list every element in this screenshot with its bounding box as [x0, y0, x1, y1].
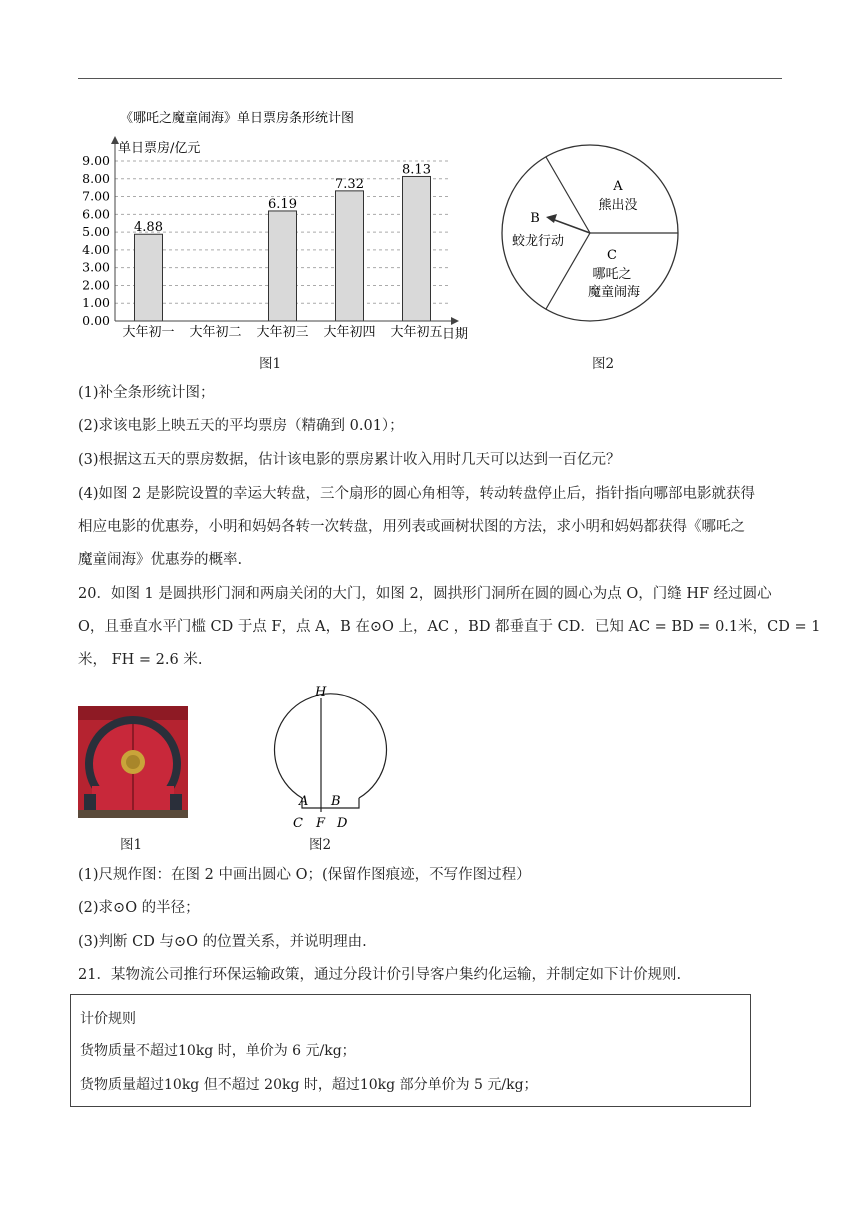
q19-part2: (2)求该电影上映五天的平均票房（精确到 0.01）； — [78, 418, 404, 434]
q20-fig2-caption: 图2 — [309, 837, 332, 853]
pricing-rule-1: 货物质量不超过10kg 时，单价为 6 元/kg； — [80, 1043, 356, 1059]
sector-a-letter: A — [613, 179, 623, 194]
x-tick-label: 大年初一 — [122, 325, 175, 340]
label-F: F — [316, 816, 326, 829]
q19-part1: (1)补全条形统计图； — [78, 385, 215, 401]
x-tick-label: 大年初三 — [256, 325, 309, 340]
label-B: B — [331, 794, 341, 809]
sector-c-label-1: 哪吒之 — [592, 267, 632, 282]
sector-c-letter: C — [607, 248, 617, 263]
q20-geometry-figure — [255, 684, 395, 829]
x-axis-label: 日期 — [442, 327, 469, 342]
sector-c-label-2: 魔童闹海 — [587, 285, 641, 300]
sector-b-label: 蛟龙行动 — [511, 234, 565, 249]
y-tick-label: 8.00 — [82, 170, 110, 186]
moon-gate-photo — [78, 706, 188, 818]
x-tick-label: 大年初四 — [323, 325, 376, 340]
bar-data-label: 6.19 — [268, 196, 297, 212]
q20-line1: 20．如图 1 是圆拱形门洞和两扇关闭的大门，如图 2，圆拱形门洞所在圆的圆心为点 O，门缝 HF 经过圆心 — [78, 586, 772, 602]
x-tick-label: 大年初二 — [189, 325, 242, 340]
label-H: H — [315, 685, 327, 700]
q20-sub2: (2)求⊙O 的半径； — [78, 900, 200, 916]
y-tick-label: 4.00 — [82, 241, 110, 257]
y-axis-label: 单日票房/亿元 — [118, 141, 201, 156]
bar-data-label: 4.88 — [134, 220, 163, 236]
sector-a-label: 熊出没 — [598, 198, 638, 213]
q20-sub1: (1)尺规作图：在图 2 中画出圆心 O；(保留作图痕迹，不写作图过程） — [78, 867, 531, 883]
label-C: C — [293, 816, 303, 829]
bar-data-label: 8.13 — [402, 162, 431, 178]
q20-line2: O，且垂直水平门槛 CD 于点 F，点 A，B 在⊙O 上，AC ，BD 都垂直于 CD．已知 AC = BD = 0.1米，CD = 1 — [78, 619, 821, 635]
label-D: D — [337, 816, 348, 829]
pointer-arrowhead — [546, 214, 557, 223]
bar — [336, 191, 364, 321]
spinner-wheel — [500, 142, 690, 332]
bar — [403, 176, 431, 321]
q20-sub3: (3)判断 CD 与⊙O 的位置关系，并说明理由. — [78, 934, 367, 950]
q19-part3: (3)根据这五天的票房数据，估计该电影的票房累计收入用时几天可以达到一百亿元？ — [78, 452, 621, 468]
x-axis-arrow — [451, 317, 459, 325]
q19-part4-line2: 相应电影的优惠券，小明和妈妈各转一次转盘，用列表或画树状图的方法，求小明和妈妈都获得《哪吒之 — [78, 519, 745, 535]
q20-fig1-caption: 图1 — [120, 837, 143, 853]
bar-chart — [70, 100, 470, 350]
label-A: A — [299, 794, 309, 809]
q20-line3: 米， FH = 2.6 米. — [78, 652, 203, 668]
figure2-caption: 图2 — [592, 356, 615, 372]
q21-intro: 21．某物流公司推行环保运输政策，通过分段计价引导客户集约化运输，并制定如下计价规则. — [78, 967, 682, 983]
y-tick-label: 1.00 — [82, 295, 110, 311]
pricing-rule-2: 货物质量超过10kg 但不超过 20kg 时，超过10kg 部分单价为 5 元/kg； — [80, 1077, 538, 1093]
figure1-caption: 图1 — [259, 356, 282, 372]
x-tick-label: 大年初五 — [390, 325, 443, 340]
bar-data-label: 7.32 — [335, 176, 364, 192]
bar — [269, 211, 297, 321]
bar — [135, 234, 163, 321]
q19-part4-line1: (4)如图 2 是影院设置的幸运大转盘，三个扇形的圆心角相等，转动转盘停止后，指针指向哪部电影就获得 — [78, 486, 755, 502]
pricing-rules-title: 计价规则 — [80, 1011, 136, 1027]
y-tick-label: 0.00 — [82, 313, 110, 328]
y-tick-label: 3.00 — [82, 259, 110, 275]
y-tick-label: 5.00 — [82, 224, 110, 240]
y-tick-label: 7.00 — [82, 188, 110, 204]
y-tick-label: 2.00 — [82, 277, 110, 293]
y-tick-label: 9.00 — [82, 153, 110, 168]
sector-b-letter: B — [530, 211, 540, 226]
y-axis-arrow — [111, 136, 119, 144]
q19-part4-line3: 魔童闹海》优惠券的概率. — [78, 552, 243, 568]
header-rule — [78, 78, 782, 79]
chart-title: 《哪吒之魔童闹海》单日票房条形统计图 — [120, 111, 355, 126]
pricing-rules-box — [70, 994, 751, 1107]
pointer-arrow — [552, 219, 590, 233]
y-tick-label: 6.00 — [82, 206, 110, 222]
